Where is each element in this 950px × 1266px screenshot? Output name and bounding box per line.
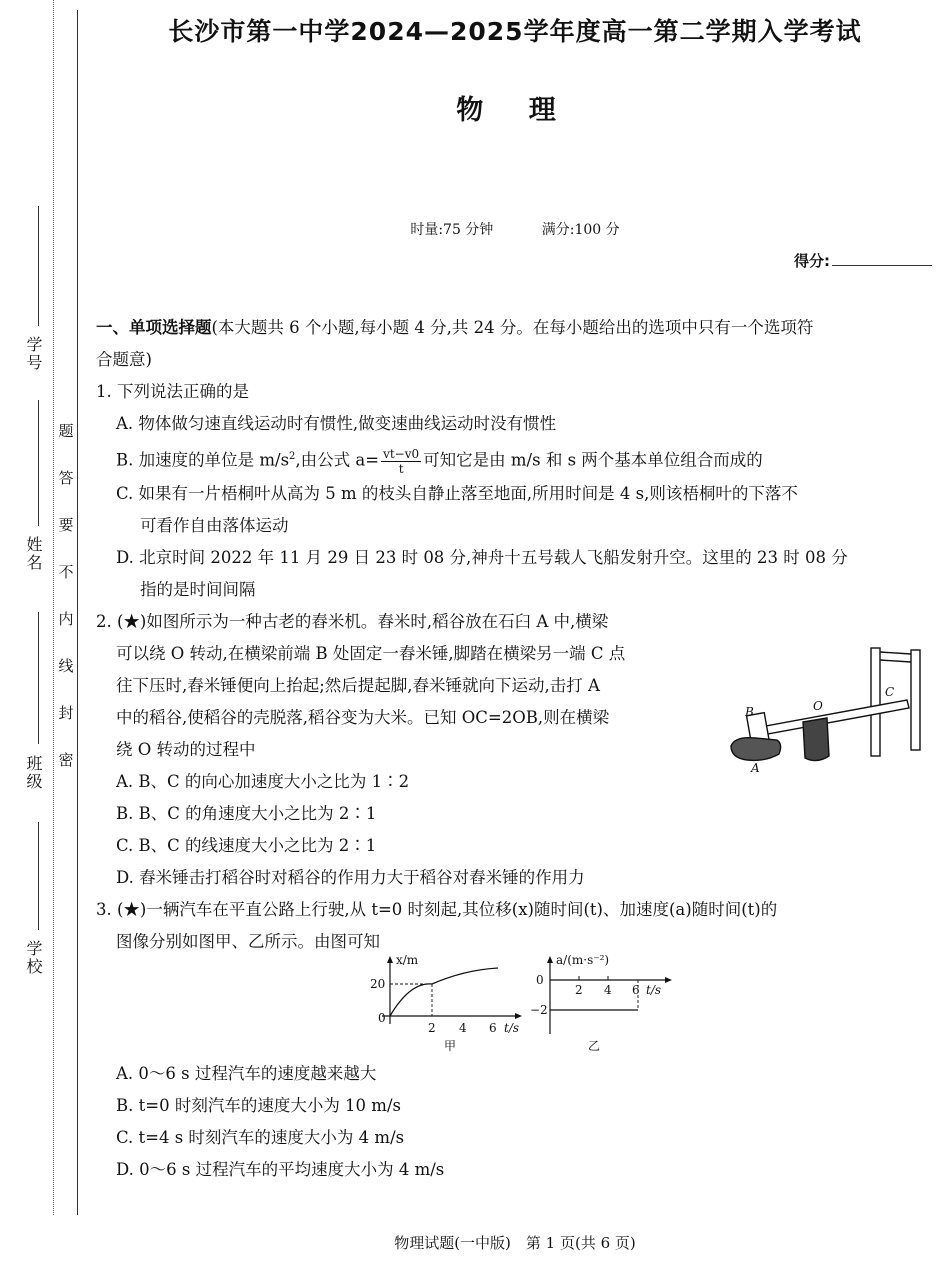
q1-b-tail: 可知它是由 m/s 和 s 两个基本单位组合而成的 xyxy=(423,450,763,470)
q2-option-d: D. 舂米锤击打稻谷时对稻谷的作用力大于稻谷对舂米锤的作用力 xyxy=(116,867,585,887)
x-axis-arrow xyxy=(665,977,672,983)
q1-stem: 1. 下列说法正确的是 xyxy=(96,382,249,401)
beam xyxy=(755,700,909,736)
school-blank[interactable] xyxy=(38,822,39,930)
q3-figures xyxy=(96,953,936,1058)
fraction-numerator: vt−v0 xyxy=(383,446,420,461)
section-desc: (本大题共 6 个小题,每小题 4 分,共 24 分。在每小题给出的选项中只有一个选项符 xyxy=(211,318,814,337)
school-field xyxy=(22,940,45,976)
q1-b-sup: 2 xyxy=(289,451,296,462)
q2-option-a: A. B、C 的向心加速度大小之比为 1∶2 xyxy=(116,771,410,791)
tick-label-x: 2 xyxy=(575,982,583,997)
q3-option-d: D. 0～6 s 过程汽车的平均速度大小为 4 m/s xyxy=(116,1159,445,1179)
class-field xyxy=(22,755,45,791)
y-axis-arrow xyxy=(547,956,553,963)
x-axis-arrow xyxy=(515,1013,522,1019)
q2-stem-cont: 可以绕 O 转动,在横梁前端 B 处固定一舂米锤,脚踏在横梁另一端 C 点 xyxy=(116,643,626,663)
axis-label-x: t/s xyxy=(646,982,662,997)
q3-stem: 3. (★)一辆汽车在平直公路上行驶,从 t=0 时刻起,其位移(x)随时间(t)、加速度(a)随时间(t)的 xyxy=(96,899,778,919)
q1-option-d: D. 北京时间 2022 年 11 月 29 日 23 时 08 分,神舟十五号载人飞船发射升空。这里的 23 时 08 分 xyxy=(116,547,848,567)
exam-title: 长沙市第一中学2024—2025学年度高一第二学期入学考试 xyxy=(168,17,862,46)
label-c: C xyxy=(885,685,895,699)
q1-option-c-cont: 可看作自由落体运动 xyxy=(140,515,289,535)
graph-yi xyxy=(528,954,678,1056)
fulcrum xyxy=(803,718,829,761)
tick-label-x: 6 xyxy=(489,1020,497,1035)
cut-dotted-line xyxy=(53,0,54,1215)
axis-label-y: x/m xyxy=(396,953,419,967)
id-blank[interactable] xyxy=(38,206,39,326)
frame-post xyxy=(911,650,920,750)
q1-option-b xyxy=(96,440,936,478)
q2-option-c: C. B、C 的线速度大小之比为 2∶1 xyxy=(116,835,377,855)
full-score: 满分:100 分 xyxy=(541,222,620,238)
tick-label-origin: 0 xyxy=(378,1010,386,1025)
label-b: B xyxy=(745,705,754,719)
seal-char: 内 xyxy=(58,610,74,628)
score-blank[interactable] xyxy=(832,265,932,266)
tick-label-x: 6 xyxy=(632,982,640,997)
graph-jia xyxy=(368,954,528,1056)
tick-label-origin: 0 xyxy=(536,972,544,987)
q2-stem-cont: 中的稻谷,使稻谷的壳脱落,稻谷变为大米。已知 OC=2OB,则在横梁 xyxy=(116,707,610,727)
score-label: 得分: xyxy=(794,252,830,270)
axis-label-x: t/s xyxy=(504,1020,520,1035)
q3-option-c: C. t=4 s 时刻汽车的速度大小为 4 m/s xyxy=(116,1127,405,1147)
seal-char: 要 xyxy=(58,516,74,534)
q3-option-b: B. t=0 时刻汽车的速度大小为 10 m/s xyxy=(116,1095,401,1115)
seal-char: 密 xyxy=(58,751,74,769)
q1-b-formula-lead: ,由公式 a= xyxy=(295,450,380,470)
name-field xyxy=(22,536,45,572)
binding-solid-line xyxy=(77,10,78,1215)
frame-bar xyxy=(880,652,911,654)
id-field xyxy=(22,336,45,372)
binding-margin xyxy=(0,0,80,1220)
formula-fraction xyxy=(381,447,421,476)
y-axis-arrow xyxy=(387,956,393,963)
q1-option-a: A. 物体做匀速直线运动时有惯性,做变速曲线运动时没有惯性 xyxy=(116,414,557,433)
q3-option-a: A. 0～6 s 过程汽车的速度越来越大 xyxy=(116,1063,377,1083)
axis-label-y: a/(m·s⁻²) xyxy=(556,953,610,967)
question-3 xyxy=(96,894,936,1186)
caption-yi: 乙 xyxy=(588,1038,601,1053)
q2-stem: 2. (★)如图所示为一种古老的舂米机。舂米时,稻谷放在石臼 A 中,横梁 xyxy=(96,611,609,631)
id-label: 学号 xyxy=(24,336,43,372)
label-a: A xyxy=(751,761,760,775)
class-label: 班级 xyxy=(24,755,43,791)
q2-option-b: B. B、C 的角速度大小之比为 2∶1 xyxy=(116,803,377,823)
section-desc-cont: 合题意) xyxy=(96,350,152,369)
section-heading xyxy=(96,312,936,344)
tick-label-y: 20 xyxy=(370,976,386,991)
seal-warning xyxy=(57,420,75,796)
question-2 xyxy=(96,606,714,894)
seal-char: 答 xyxy=(58,469,74,487)
subject-title: 物 理 xyxy=(456,95,574,126)
frame-bar xyxy=(880,660,911,662)
class-blank[interactable] xyxy=(38,612,39,744)
frame-post xyxy=(871,648,880,756)
seal-char: 题 xyxy=(58,422,74,440)
q1-b-text: B. 加速度的单位是 m/s xyxy=(116,450,290,470)
question-1 xyxy=(96,376,936,606)
tick-label-x: 4 xyxy=(459,1020,467,1035)
fraction-denominator: t xyxy=(398,461,404,476)
section-title: 一、单项选择题 xyxy=(96,318,212,337)
school-label: 学校 xyxy=(24,940,43,976)
caption-jia: 甲 xyxy=(444,1038,457,1053)
q1-option-d-cont: 指的是时间间隔 xyxy=(140,579,256,599)
score-box xyxy=(794,250,932,271)
q3-stem-cont: 图像分别如图甲、乙所示。由图可知 xyxy=(116,931,380,951)
time-limit: 时量:75 分钟 xyxy=(410,222,494,238)
q1-option-c: C. 如果有一片梧桐叶从高为 5 m 的枝头自静止落至地面,所用时间是 4 s,则该梧桐叶的下落不 xyxy=(116,483,798,503)
seal-char: 不 xyxy=(58,563,74,581)
q2-stem-cont: 往下压时,舂米锤便向上抬起;然后提起脚,舂米锤就向下运动,击打 A xyxy=(116,675,600,695)
name-blank[interactable] xyxy=(38,400,39,526)
tick-label-y: −2 xyxy=(530,1002,548,1017)
tick-label-x: 4 xyxy=(604,982,612,997)
rice-mill-figure xyxy=(725,638,935,776)
seal-char: 线 xyxy=(58,657,74,675)
mortar xyxy=(731,738,781,761)
x-t-curve xyxy=(390,968,498,1016)
page-footer: 物理试题(一中版) 第 1 页(共 6 页) xyxy=(394,1234,636,1252)
seal-char: 封 xyxy=(58,704,74,722)
name-label: 姓名 xyxy=(24,536,43,572)
exam-meta xyxy=(80,219,950,239)
tick-label-x: 2 xyxy=(428,1020,436,1035)
q2-stem-cont: 绕 O 转动的过程中 xyxy=(116,739,256,759)
label-o: O xyxy=(813,699,823,713)
